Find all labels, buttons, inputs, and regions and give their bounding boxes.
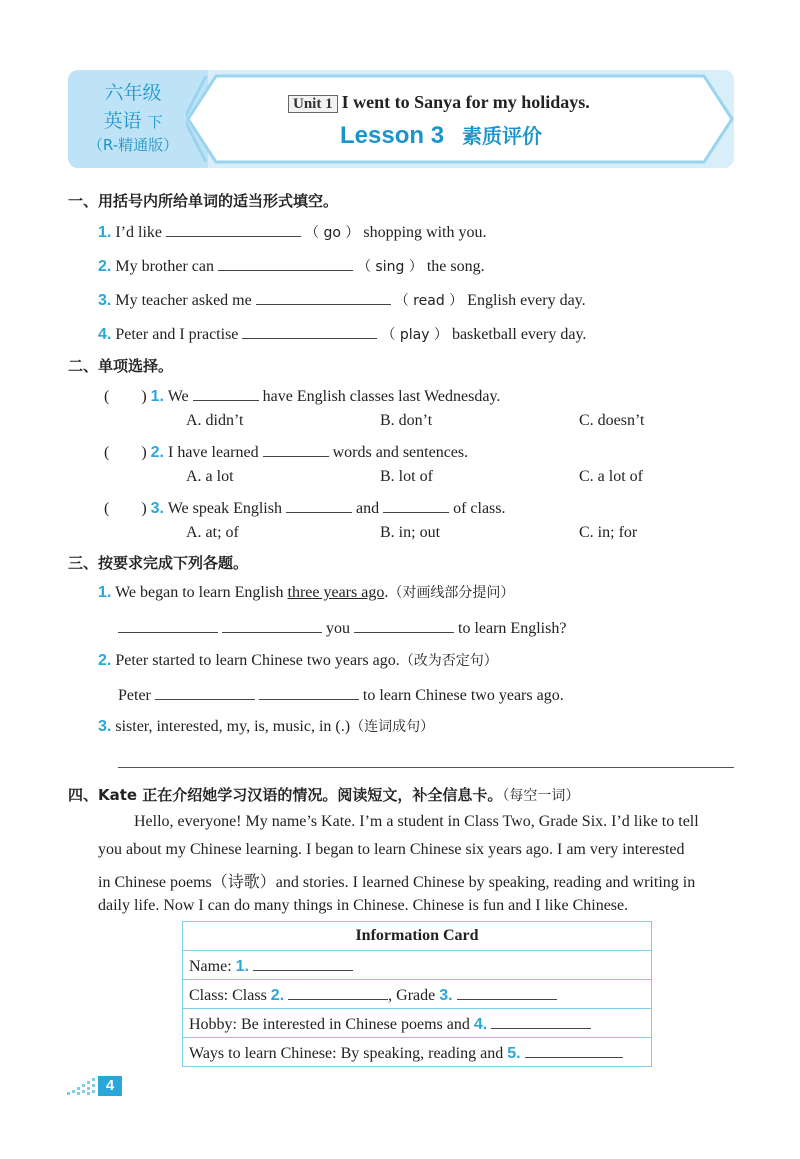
passage-line: in Chinese poems（诗歌）and stories. I learned Chinese by speaking, reading and writing in (98, 874, 696, 891)
s1-item-4: 4. Peter and I practise （ play ） basketball every day. (98, 322, 586, 344)
s2-option-a: A. at; of (186, 524, 239, 541)
lesson-title: 素质评价 (462, 126, 543, 148)
s3-answer-1: you to learn English? (118, 616, 566, 638)
passage-line: you about my Chinese learning. I began to learn Chinese six years ago. I am very interested (98, 841, 685, 858)
section3-heading: 三、按要求完成下列各题。 (68, 554, 249, 572)
unit-heading (288, 92, 590, 113)
answer-blank[interactable] (166, 220, 301, 237)
edition-label: （R-精通版） (87, 136, 179, 154)
s3-question-3: 3. sister, interested, my, is, music, in (.)（连词成句） (98, 718, 435, 735)
s1-item-2: 2. My brother can （ sing ） the song. (98, 254, 485, 276)
s1-item-3: 3. My teacher asked me （ read ） English every day. (98, 288, 586, 310)
s2-option-c: C. a lot of (579, 468, 643, 485)
answer-blank[interactable] (256, 288, 391, 305)
card-title: Information Card (183, 922, 652, 951)
s3-question-2: 2. Peter started to learn Chinese two years ago.（改为否定句） (98, 652, 498, 669)
answer-blank[interactable] (242, 322, 377, 339)
page-dots-decoration (66, 1076, 98, 1096)
s3-question-1: 1. We began to learn English three years ago.（对画线部分提问） (98, 584, 515, 601)
section2-heading: 二、单项选择。 (68, 357, 174, 375)
section1-heading: 一、用括号内所给单词的适当形式填空。 (68, 192, 339, 210)
card-row-name: Name: 1. (183, 951, 652, 980)
s2-question-3: ( ) 3. We speak English and of class. (104, 496, 506, 518)
s2-option-c: C. in; for (579, 524, 638, 541)
s2-question-1: ( ) 1. We have English classes last Wednesday. (104, 384, 500, 406)
section4-heading: 四、Kate 正在介绍她学习汉语的情况。阅读短文，补全信息卡。（每空一词） (68, 786, 580, 804)
s1-item-1: 1. I’d like （ go ） shopping with you. (98, 220, 486, 242)
s2-option-a: A. a lot (186, 468, 234, 485)
s2-option-b: B. lot of (380, 468, 433, 485)
underlined-phrase: three years ago (287, 584, 385, 601)
passage-line: daily life. Now I can do many things in Chinese. Chinese is fun and I like Chinese. (98, 897, 629, 914)
chevron-banner (186, 74, 734, 164)
unit-title: I went to Sanya for my holidays. (341, 92, 590, 112)
subject-label: 英语 下 (103, 110, 163, 132)
page-header (68, 70, 734, 168)
s3-answer-3-line[interactable] (118, 767, 734, 768)
lesson-label: Lesson 3 (340, 122, 445, 149)
information-card (182, 921, 652, 1067)
passage-line: Hello, everyone! My name’s Kate. I’m a student in Class Two, Grade Six. I’d like to tell (134, 813, 699, 830)
card-row-ways: Ways to learn Chinese: By speaking, reading and 5. (183, 1038, 652, 1067)
unit-label: Unit 1 (288, 95, 338, 113)
answer-blank[interactable] (218, 254, 353, 271)
s2-question-2: ( ) 2. I have learned words and sentences. (104, 440, 468, 462)
grade-label: 六年级 (104, 82, 162, 104)
s2-option-a: A. didn’t (186, 412, 244, 429)
answer-paren[interactable]: ( ) (104, 500, 147, 517)
card-row-hobby: Hobby: Be interested in Chinese poems and 4. (183, 1009, 652, 1038)
page-number: 4 (98, 1076, 122, 1096)
lesson-heading (340, 120, 542, 150)
s2-option-b: B. don’t (380, 412, 433, 429)
s2-option-c: C. doesn’t (579, 412, 645, 429)
card-row-class: Class: Class 2. , Grade 3. (183, 980, 652, 1009)
answer-paren[interactable]: ( ) (104, 444, 147, 461)
s2-option-b: B. in; out (380, 524, 441, 541)
answer-paren[interactable]: ( ) (104, 388, 147, 405)
s3-answer-2: Peter to learn Chinese two years ago. (118, 683, 564, 705)
